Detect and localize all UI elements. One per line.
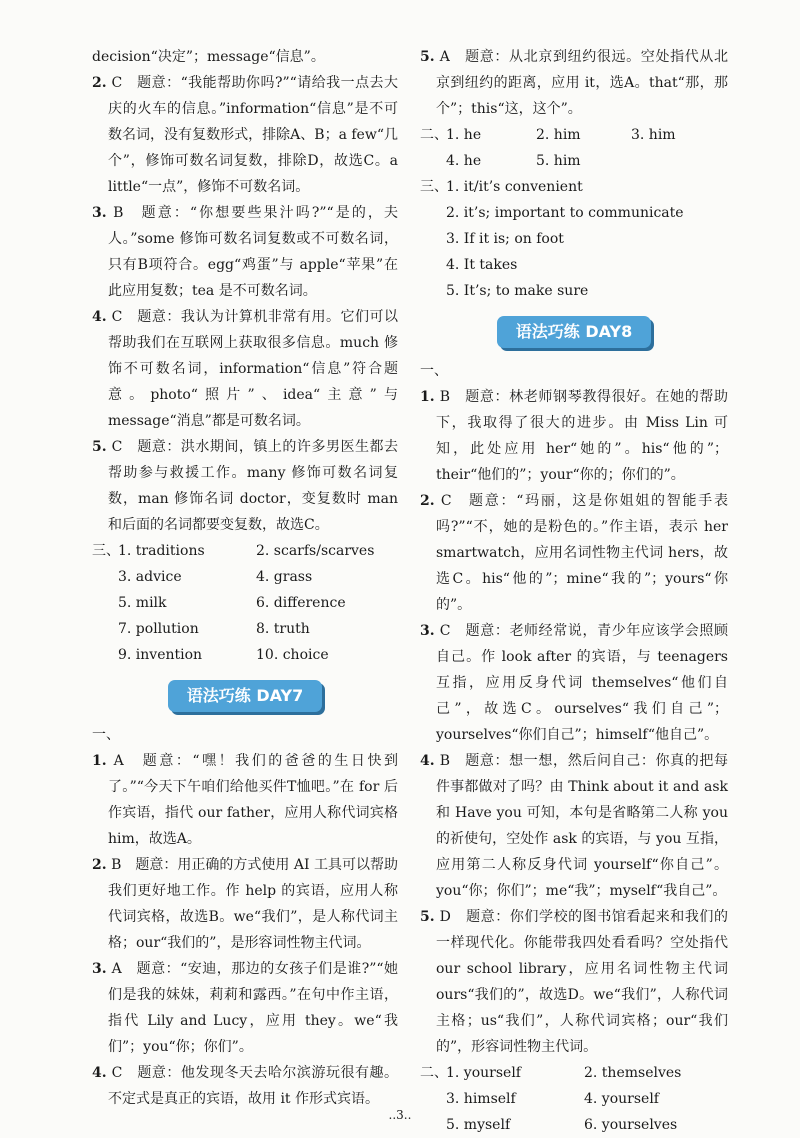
answer-item: 3. C 题意：老师经常说，青少年应该学会照顾自己。作 look after 的宾语，与 teenagers 互指，应用反身代词 themselves“他们自己”，故选C。ourselves“我们自己”；yourselves“你们自己”；himself“他自己”。 bbox=[420, 623, 728, 743]
answer-cell: 5. It’s; to make sure bbox=[446, 283, 589, 299]
answer-item: 5. A 题意：从北京到纽约很远。空处指代从北京到纽约的距离，应用 it，选A。that“那，那个”；this“这，这个”。 bbox=[420, 49, 728, 117]
answer-item: 4. C 题意：我认为计算机非常有用。它们可以帮助我们在互联网上获取很多信息。much 修饰不可数名词，information“信息”符合题意。photo“照片”、idea“主意”与 message“消息”都是可数名词。 bbox=[92, 309, 398, 429]
section-two bbox=[420, 122, 728, 174]
day8-banner: 语法巧练 DAY8 bbox=[497, 316, 651, 348]
answer-cell: 4. grass bbox=[256, 569, 313, 585]
answer-item: 2. C 题意：“我能帮助你吗?”“请给我一点去大庆的火车的信息。”information“信息”是不可数名词，没有复数形式，排除A、B；a few“几个”，修饰可数名词复数，排除D，故选C。a little“一点”，修饰不可数名词。 bbox=[92, 75, 398, 195]
answer-cell: 9. invention bbox=[118, 647, 203, 663]
section-label: 三、 bbox=[92, 543, 120, 559]
answer-cell: 1. he bbox=[446, 127, 482, 143]
answer-grid bbox=[446, 122, 721, 174]
section-label: 三、 bbox=[420, 179, 448, 195]
section-label: 二、 bbox=[420, 1065, 448, 1081]
answer-cell: 4. It takes bbox=[446, 257, 518, 273]
answer-item: 2. C 题意：“玛丽，这是你姐姐的智能手表吗?”“不，她的是粉色的。”作主语，表示 her smartwatch，应用名词性物主代词 hers，故选C。his“他的”；mine“我的”；yours“你的”。 bbox=[420, 493, 729, 613]
answer-cell: 4. he bbox=[446, 153, 482, 169]
answer-cell: 6. difference bbox=[256, 595, 346, 611]
answer-item: 1. A 题意：“嘿！我们的爸爸的生日快到了。”“今天下午咱们给他买件T恤吧。”在 for 后作宾语，指代 our father，应用人称代词宾格 him，故选A。 bbox=[92, 753, 398, 847]
answer-cell: 2. scarfs/scarves bbox=[256, 543, 375, 559]
answer-item: 2. B 题意：用正确的方式使用 AI 工具可以帮助我们更好地工作。作 help 的宾语，应用人称代词宾格，故选B。we“我们”，是人称代词主格；our“我们的”，是形容词性物主代词。 bbox=[92, 857, 399, 951]
answer-cell: 3. him bbox=[631, 127, 676, 143]
answer-cell: 2. him bbox=[536, 127, 581, 143]
answer-cell: 5. him bbox=[536, 153, 581, 169]
right-column bbox=[420, 44, 728, 1138]
answer-cell: 2. it’s; important to communicate bbox=[446, 205, 684, 221]
section-label: 一、 bbox=[92, 727, 120, 743]
answer-cell: 3. advice bbox=[118, 569, 182, 585]
section-label: 二、 bbox=[420, 127, 448, 143]
answer-item: 1. B 题意：林老师钢琴教得很好。在她的帮助下，我取得了很大的进步。由 Miss Lin 可知，此处应用 her“她的”。his“他的”；their“他们的”；your“你的；你们的”。 bbox=[420, 389, 728, 483]
answer-cell: 10. choice bbox=[256, 647, 329, 663]
answer-item: 5. D 题意：你们学校的图书馆看起来和我们的一样现代化。你能带我四处看看吗？空处指代 our school library，应用名词性物主代词 ours“我们的”，故选D。we“我们”，人称代词主格；us“我们”，人称代词宾格；our“我们的”，形容词性物主代词。 bbox=[420, 909, 728, 1055]
answer-list bbox=[446, 174, 684, 304]
answer-item: 4. B 题意：想一想，然后问自己：你真的把每件事都做对了吗？由 Think about it and ask 和 Have you 可知，本句是省略第二人称 you 的祈使句，空处作 ask 的宾语，与 you 互指，应用第二人称反身代词 yourself“你自己”。you“你；你们”；me“我”；myself“我自己”。 bbox=[420, 753, 728, 899]
answer-cell: 8. truth bbox=[256, 621, 310, 637]
answer-cell: 5. milk bbox=[118, 595, 167, 611]
section-three bbox=[420, 174, 728, 304]
answer-cell: 3. If it is; on foot bbox=[446, 231, 564, 247]
left-column bbox=[92, 44, 398, 1112]
answer-item: 3. A 题意：“安迪，那边的女孩子们是谁?”“她们是我的妹妹，莉莉和露西。”在句中作主语，指代 Lily and Lucy，应用 they。we“我们”；you“你；你们”。 bbox=[92, 961, 399, 1055]
answer-grid bbox=[118, 538, 406, 668]
section-two bbox=[420, 1060, 728, 1138]
answer-cell: 2. themselves bbox=[584, 1065, 682, 1081]
answer-cell: 4. yourself bbox=[584, 1091, 659, 1107]
answer-item: 4. C 题意：他发现冬天去哈尔滨游玩很有趣。不定式是真正的宾语，故用 it 作形式宾语。 bbox=[92, 1065, 398, 1107]
answer-cell: 1. yourself bbox=[446, 1065, 521, 1081]
answer-cell: 5. myself bbox=[446, 1117, 511, 1133]
answer-cell: 1. traditions bbox=[118, 543, 205, 559]
answer-cell: 3. himself bbox=[446, 1091, 516, 1107]
answer-item: 5. C 题意：洪水期间，镇上的许多男医生都去帮助参与救援工作。many 修饰可数名词复数，man 修饰名词 doctor，变复数时 man 和后面的名词都要变复数，故选C。 bbox=[92, 439, 398, 533]
day7-banner: 语法巧练 DAY7 bbox=[168, 680, 322, 712]
section-label: 一、 bbox=[420, 363, 448, 379]
answer-item: 3. B 题意：“你想要些果汁吗?”“是的，夫人。”some 修饰可数名词复数或不可数名词，只有B项符合。egg“鸡蛋”与 apple“苹果”在此应用复数；tea 是不可数名词。 bbox=[92, 205, 399, 299]
answer-cell: 6. yourselves bbox=[584, 1117, 678, 1133]
section-three bbox=[92, 538, 398, 668]
answer-cell: 7. pollution bbox=[118, 621, 199, 637]
answer-grid bbox=[446, 1060, 734, 1138]
page-number: ..3.. bbox=[388, 1108, 412, 1122]
continuation-text: decision“决定”；message“信息”。 bbox=[92, 49, 325, 65]
answer-cell: 1. it/it’s convenient bbox=[446, 179, 583, 195]
